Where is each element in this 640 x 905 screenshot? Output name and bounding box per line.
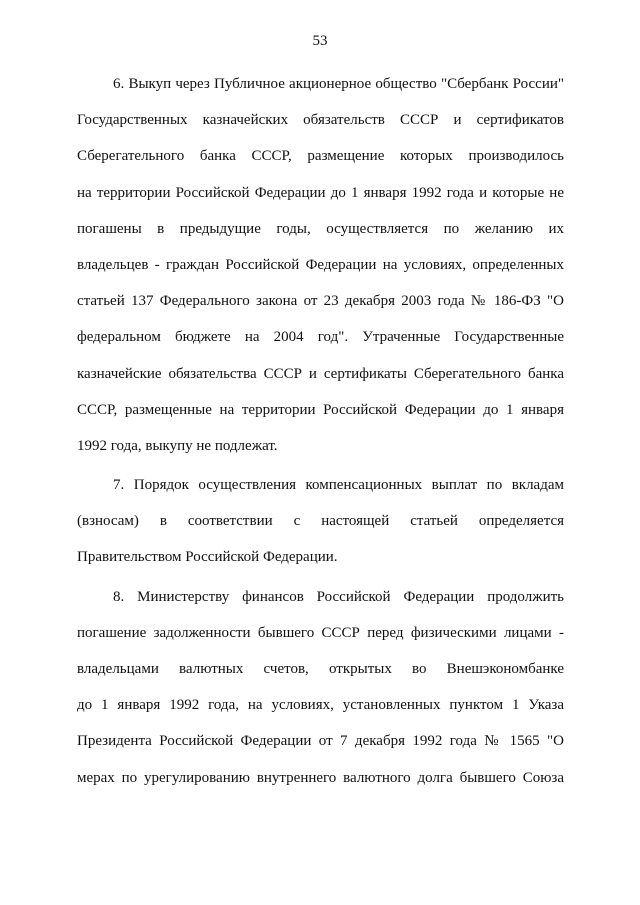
paragraph-6 xyxy=(77,66,564,464)
text-line: погашение задолженности бывшего СССР перед физическими лицами - xyxy=(77,624,564,641)
text-line: погашены в предыдущие годы, осуществляется по желанию их xyxy=(77,220,564,237)
text-line: 1992 года, выкупу не подлежат. xyxy=(77,437,278,454)
text-line: 6. Выкуп через Публичное акционерное общество "Сбербанк России" xyxy=(113,76,564,92)
text-line: федеральном бюджете на 2004 год". Утраченные Государственные xyxy=(77,329,564,346)
text-line: до 1 января 1992 года, на условиях, установленных пунктом 1 Указа xyxy=(77,697,564,714)
text-line: статьей 137 Федерального закона от 23 декабря 2003 года № 186-ФЗ "О xyxy=(77,293,564,310)
text-line: Правительством Российской Федерации. xyxy=(77,549,338,566)
text-line: казначейские обязательства СССР и сертификаты Сберегательного банка xyxy=(77,365,564,382)
text-line: Президента Российской Федерации от 7 декабря 1992 года № 1565 "О xyxy=(77,733,564,750)
text-line: владельцев - граждан Российской Федерации на условиях, определенных xyxy=(77,256,564,273)
paragraph-8 xyxy=(77,579,564,796)
text-line: Сберегательного банка СССР, размещение которых производилось xyxy=(77,148,564,165)
text-line: мерах по урегулированию внутреннего валютного долга бывшего Союза xyxy=(77,769,564,786)
text-line: на территории Российской Федерации до 1 января 1992 года и которые не xyxy=(77,184,564,201)
paragraph-7 xyxy=(77,467,564,576)
text-line: СССР, размещенные на территории Российской Федерации до 1 января xyxy=(77,401,564,418)
text-line: Государственных казначейских обязательств СССР и сертификатов xyxy=(77,112,564,129)
text-line: (взносам) в соответствии с настоящей статьей определяется xyxy=(77,513,564,530)
page-number: 53 xyxy=(312,33,328,49)
text-line: 7. Порядок осуществления компенсационных выплат по вкладам xyxy=(113,477,564,494)
document-body xyxy=(77,66,564,799)
text-line: владельцами валютных счетов, открытых во Внешэкономбанке xyxy=(77,661,564,677)
text-line: 8. Министерству финансов Российской Федерации продолжить xyxy=(113,588,564,605)
